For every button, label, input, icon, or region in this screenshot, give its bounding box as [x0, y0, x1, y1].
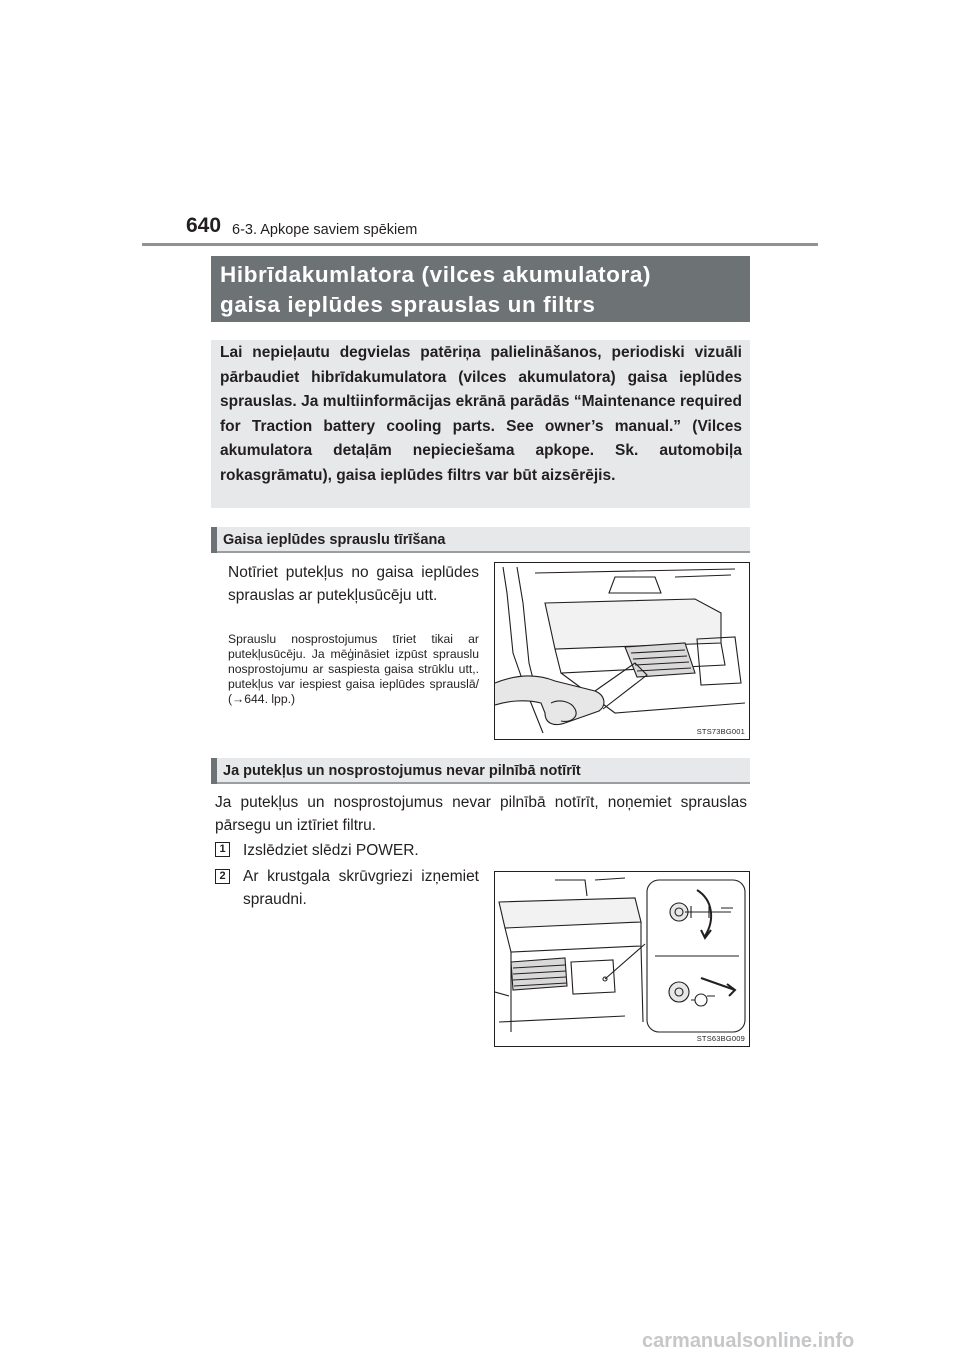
step-2-text: Ar krustgala skrūvgriezi izņemiet spraudni.: [243, 868, 479, 908]
page-title: [211, 256, 750, 322]
intro-text: Lai nepieļautu degvielas patēriņa palielināšanos, periodiski vizuāli pārbaudiet hibrīdakumulatora (vilces akumulatora) gaisa ieplūdes sprauslas. Ja multiinformācijas ekrānā parādās “Maintenance required for Traction battery cooling parts. See owner’s manual.” (Vilces akumulatora detaļām nepieciešama apkope. Sk. automobiļa rokasgrāmatu), gaisa ieplūdes filtrs var būt aizsērējis.: [220, 344, 742, 484]
cleaning-instruction: Notīriet putekļus no gaisa ieplūdes sprauslas ar putekļusūcēju utt.: [228, 564, 479, 604]
figure-code: STS73BG001: [696, 727, 745, 736]
step-1-text: Izslēdziet slēdzi POWER.: [243, 842, 419, 859]
section-heading-filter: [211, 758, 750, 784]
intro-box: [211, 340, 750, 508]
section-heading-label: Ja putekļus un nosprostojumus nevar pilnībā notīrīt: [223, 763, 581, 779]
section-heading-label: Gaisa ieplūdes sprauslu tīrīšana: [223, 532, 446, 548]
filter-instruction: Ja putekļus un nosprostojumus nevar pilnībā notīrīt, noņemiet sprauslas pārsegu un iztīriet filtru.: [215, 794, 747, 834]
header-divider: [142, 243, 818, 246]
cleaning-note: Sprauslu nosprostojumus tīriet tikai ar putekļusūcēju. Ja mēģināsiet izpūst sprauslu nosprostojumu ar saspiesta gaisa strūklu utt,. putekļus var iespiest gaisa ieplūdes sprauslā/ (→644. lpp.): [228, 632, 479, 707]
watermark: carmanualsonline.info: [642, 1330, 855, 1352]
vacuum-cleaning-illustration: [495, 563, 749, 739]
remove-plug-illustration: [495, 872, 749, 1046]
title-line-1: Hibrīdakumlatora (vilces akumulatora): [220, 262, 652, 287]
title-line-2: gaisa ieplūdes sprauslas un filtrs: [220, 292, 596, 317]
step-number-badge: 1: [215, 842, 230, 857]
figure-vacuum-cleaning: [494, 562, 750, 740]
page-number: 640: [186, 214, 222, 237]
section-label: 6-3. Apkope saviem spēkiem: [232, 222, 418, 238]
section-heading-cleaning: [211, 527, 750, 553]
figure-code: STS63BG009: [696, 1034, 745, 1043]
step-number-badge: 2: [215, 869, 230, 884]
figure-remove-plug: [494, 871, 750, 1047]
